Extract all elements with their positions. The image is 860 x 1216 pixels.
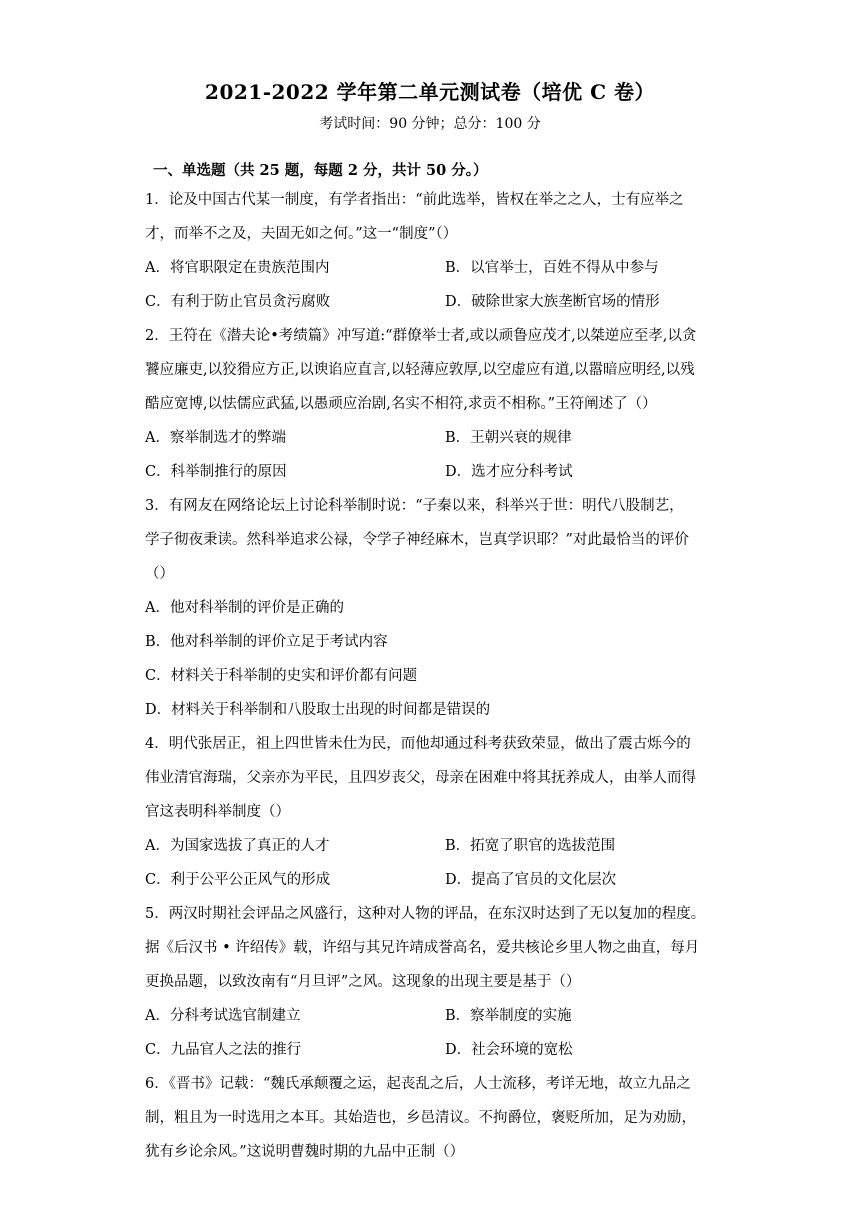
exam-info: 考试时间：90 分钟；总分：100 分 xyxy=(319,116,541,132)
question-6-line-2: 制，粗且为一时选用之本耳。其始造也，乡邑清议。不拘爵位，褒贬所加，足为劝励， xyxy=(145,1110,696,1126)
option-b: B．以官举士，百姓不得从中参与 xyxy=(445,260,659,276)
question-3-line-3: （） xyxy=(145,566,174,582)
question-2 xyxy=(145,319,720,489)
question-6-line-1: 6．《晋书》记载：“魏氏承颠覆之运，起丧乱之后，人士流移，考详无地，故立九品之 xyxy=(145,1076,691,1092)
question-2-options-row-1 xyxy=(145,421,720,455)
question-1-options-row-2 xyxy=(145,285,720,319)
question-5-line-1: 5．两汉时期社会评品之风盛行，这种对人物的评品，在东汉时达到了无以复加的程度。 xyxy=(145,906,706,922)
option-d: D．材料关于科举制和八股取士出现的时间都是错误的 xyxy=(145,702,491,718)
question-6 xyxy=(145,1067,720,1169)
option-d: D．选才应分科考试 xyxy=(445,464,573,480)
question-2-line-1: 2．王符在《潜夫论•考绩篇》冲写道:“群僚举士者,或以顽鲁应茂才,以桀逆应至孝,以贪 xyxy=(145,328,697,344)
option-d: D．破除世家大族垄断官场的情形 xyxy=(445,294,660,310)
option-a: A．分科考试选官制建立 xyxy=(145,1008,301,1024)
question-4 xyxy=(145,727,720,897)
question-6-line-3: 犹有乡论余风。”这说明曹魏时期的九品中正制（） xyxy=(145,1144,465,1160)
option-a: A．他对科举制的评价是正确的 xyxy=(145,600,344,616)
question-4-line-3: 官这表明科举制度（） xyxy=(145,804,290,820)
question-4-options-row-2 xyxy=(145,863,720,897)
question-3-line-2: 学子彻夜秉读。然科举追求公禄，令学子神经麻木，岂真学识耶？”对此最恰当的评价 xyxy=(145,532,689,548)
question-5-options-row-1 xyxy=(145,999,720,1033)
question-1-line-1: 1．论及中国古代某一制度，有学者指出：“前此选举，皆权在举之之人，士有应举之 xyxy=(145,192,684,208)
question-5-options-row-2 xyxy=(145,1033,720,1067)
question-4-options-row-1 xyxy=(145,829,720,863)
option-c: C．有利于防止官员贪污腐败 xyxy=(145,294,331,310)
question-1-options-row-1 xyxy=(145,251,720,285)
page-title: 2021-2022 学年第二单元测试卷（培优 C 卷） xyxy=(205,80,655,104)
section-title: 一、单选题（共 25 题，每题 2 分，共计 50 分。） xyxy=(153,162,488,179)
question-3-line-1: 3．有网友在网络论坛上讨论科举制时说：“子秦以来，科举兴于世：明代八股制艺， xyxy=(145,498,684,514)
question-2-options-row-2 xyxy=(145,455,720,489)
option-b: B．拓宽了职官的选拔范围 xyxy=(445,838,616,854)
questions-list xyxy=(145,183,720,1169)
question-3 xyxy=(145,489,720,727)
question-2-line-3: 酷应宽博,以怯儒应武猛,以愚顽应治剧,名实不相符,求贡不相称。”王符阐述了（） xyxy=(145,396,657,412)
question-5-line-2: 据《后汉书 • 许绍传》载，许绍与其兄许靖成誉高名，爱共核论乡里人物之曲直，每月 xyxy=(145,940,700,956)
option-c: C．九品官人之法的推行 xyxy=(145,1042,302,1058)
question-4-line-2: 伟业清官海瑞，父亲亦为平民，且四岁丧父，母亲在困难中将其抚养成人，由举人而得 xyxy=(145,770,696,786)
option-b: B．王朝兴衰的规律 xyxy=(445,430,572,446)
question-2-line-2: 饕应廉吏,以狡猾应方正,以谀谄应直言,以轻薄应敦厚,以空虚应有道,以嚣暗应明经,以残 xyxy=(145,362,695,378)
option-a: A．察举制选才的弊端 xyxy=(145,430,286,446)
option-c: C．利于公平公正风气的形成 xyxy=(145,872,331,888)
option-a: A．将官职限定在贵族范围内 xyxy=(145,260,330,276)
option-d: D．社会环境的宽松 xyxy=(445,1042,573,1058)
question-4-line-1: 4．明代张居正，祖上四世皆未仕为民，而他却通过科考获致荣显，做出了震古烁今的 xyxy=(145,736,691,752)
question-1 xyxy=(145,183,720,319)
option-c: C．科举制推行的原因 xyxy=(145,464,287,480)
option-d: D．提高了官员的文化层次 xyxy=(445,872,617,888)
option-b: B．察举制度的实施 xyxy=(445,1008,572,1024)
question-5 xyxy=(145,897,720,1067)
question-5-line-3: 更换品题，以致汝南有“月旦评”之风。这现象的出现主要是基于（） xyxy=(145,974,581,990)
question-1-line-2: 才，而举不之及，夫固无如之何。”这一“制度”（） xyxy=(145,226,458,242)
option-c: C．材料关于科举制的史实和评价都有问题 xyxy=(145,668,418,684)
option-b: B．他对科举制的评价立足于考试内容 xyxy=(145,634,388,650)
option-a: A．为国家选拔了真正的人才 xyxy=(145,838,330,854)
